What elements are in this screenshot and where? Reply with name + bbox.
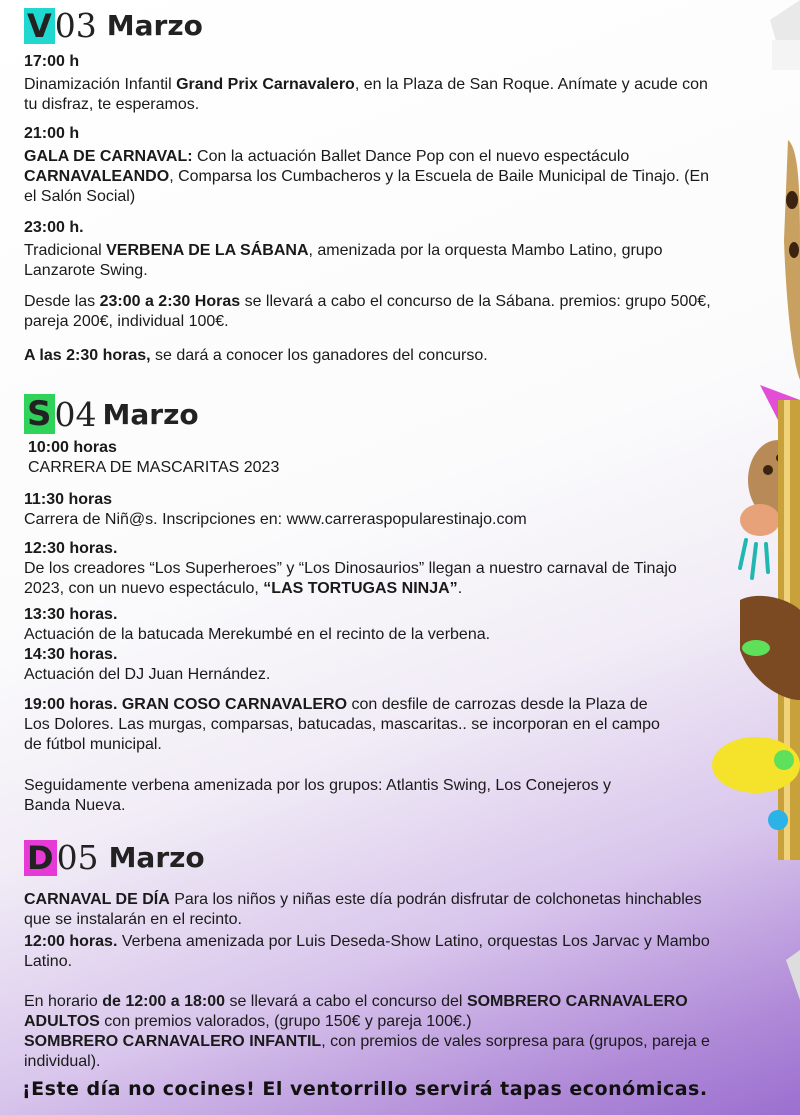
event-time: 11:30 horas: [24, 491, 113, 508]
event-21h: [24, 124, 724, 207]
event-verbena: Seguidamente verbena amenizada por los grupos: Atlantis Swing, Los Conejeros y Banda Nueva.: [24, 777, 612, 814]
event-coso: 19:00 horas. GRAN COSO CARNAVALERO con desfile de carrozas desde la Plaza de Los Dolores. Las murgas, comparsas, batucadas, mascaritas.. se incorporan en el campo de fútbol municipal.: [24, 696, 660, 753]
day-month: Marzo: [102, 397, 199, 431]
event-text: Carrera de Niñ@s. Inscripciones en: www.carreraspopularestinajo.com: [24, 511, 527, 528]
event-time: 23:00 h.: [24, 219, 84, 236]
event-sombrero-adultos: En horario de 12:00 a 18:00 se llevará a cabo el concurso del SOMBRERO CARNAVALERO ADULTOS con premios valorados, (grupo 150€ y pareja 100€.): [24, 993, 688, 1030]
event-time: 12:30 horas.: [24, 540, 118, 557]
event-text: Actuación de la batucada Merekumbé en el recinto de la verbena.: [24, 626, 491, 643]
event-1430h: [24, 645, 724, 685]
event-sombrero-infantil: SOMBRERO CARNAVALERO INFANTIL, con premios de vales sorpresa para (grupos, pareja e individual).: [24, 1033, 710, 1070]
day-number: 05: [56, 838, 99, 877]
event-17h: [24, 52, 724, 115]
event-time: 17:00 h: [24, 53, 80, 70]
day-month: Marzo: [106, 9, 203, 42]
day-header-d05: [24, 838, 205, 877]
day-number: 04: [54, 394, 97, 434]
event-text: Dinamización Infantil Grand Prix Carnavalero, en la Plaza de San Roque. Anímate y acude con tu disfraz, te esperamos.: [24, 76, 708, 113]
day-month: Marzo: [108, 841, 205, 874]
day-letter-badge: D: [24, 840, 57, 876]
event-23h: [24, 218, 724, 281]
event-1230h: [24, 539, 684, 599]
event-time: 21:00 h: [24, 125, 80, 142]
event-10h: [28, 438, 728, 478]
event-text: CARRERA DE MASCARITAS 2023: [28, 459, 280, 476]
day-letter-badge: V: [24, 8, 55, 44]
day-header-s04: [24, 394, 199, 434]
footer-note: ¡Este día no cocines! El ventorrillo servirá tapas económicas.: [22, 1078, 708, 1100]
event-time: 14:30 horas.: [24, 646, 118, 663]
day-letter-badge: S: [24, 394, 55, 434]
event-text: De los creadores “Los Superheroes” y “Los Dinosaurios” llegan a nuestro carnaval de Tinajo 2023, con un nuevo espectáculo, “LAS TORTUGAS NINJA”.: [24, 560, 677, 597]
event-text: GALA DE CARNAVAL: Con la actuación Ballet Dance Pop con el nuevo espectáculo CARNAVALEANDO, Comparsa los Cumbacheros y la Escuela de Baile Municipal de Tinajo. (En el Salón Social): [24, 148, 710, 205]
event-time: 13:30 horas.: [24, 606, 118, 623]
event-text: Actuación del DJ Juan Hernández.: [24, 666, 271, 683]
event-time: 10:00 horas: [28, 439, 117, 456]
event-text: Tradicional VERBENA DE LA SÁBANA, amenizada por la orquesta Mambo Latino, grupo Lanzarote Swing.: [24, 242, 663, 279]
day-number: 03: [54, 6, 97, 45]
event-1130h: [24, 490, 724, 530]
event-sabana-contest: Desde las 23:00 a 2:30 Horas se llevará a cabo el concurso de la Sábana. premios: grupo 500€, pareja 200€, individual 100€.: [24, 293, 711, 330]
event-winners: A las 2:30 horas, se dará a conocer los ganadores del concurso.: [24, 347, 488, 364]
event-carnaval-de-dia: CARNAVAL DE DÍA Para los niños y niñas este día podrán disfrutar de colchonetas hinchables que se instalarán en el recinto.: [24, 891, 702, 928]
event-1330h: [24, 605, 724, 645]
day-header-v03: [24, 6, 203, 45]
event-12h: 12:00 horas. Verbena amenizada por Luis Deseda-Show Latino, orquestas Los Jarvac y Mambo Latino.: [24, 933, 710, 970]
